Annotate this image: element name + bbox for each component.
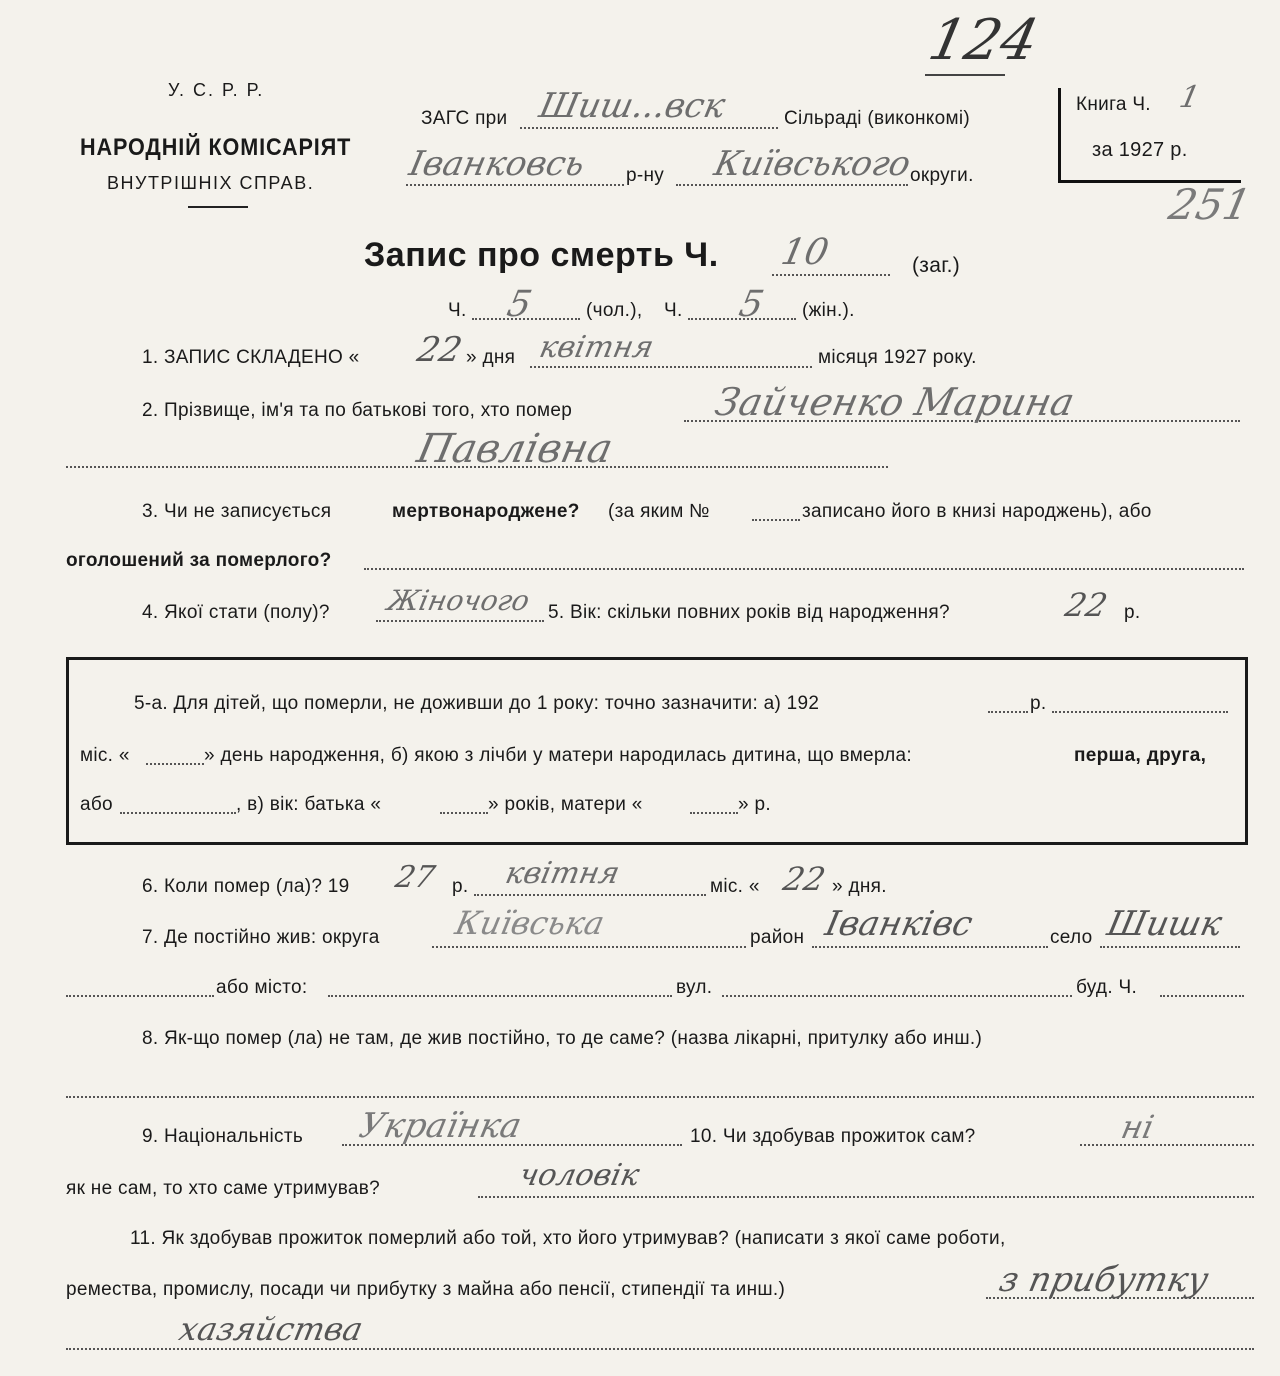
republic-label: У. С. Р. Р. (168, 80, 265, 100)
f8-label: 8. Як-що помер (ла) не там, де жив постійно, то де саме? (назва лікарні, притулку або инш.) (142, 1028, 983, 1049)
f3-mid: (за яким № (608, 501, 710, 522)
f5a-line2-a: міс. « (80, 745, 130, 766)
f5-label: 5. Вік: скільки повних років від народження? (548, 602, 950, 623)
f5a-line3-a: або (80, 794, 113, 815)
f2-line1-value: Зайченко Марина (711, 380, 1079, 424)
f11-value2: хазяйства (175, 1310, 367, 1348)
f3-line2 (364, 568, 1244, 570)
f6-year: 27 (392, 860, 438, 895)
f5a-line3-c: » років, матери « (488, 794, 643, 815)
f1-month: квітня (536, 330, 657, 365)
f6-mis: міс. « (710, 876, 760, 897)
council-label: Сільраді (виконкомі) (784, 108, 970, 129)
okrug-line (676, 184, 908, 186)
f6-month-line (474, 894, 706, 896)
f2-label: 2. Прізвище, ім'я та по батькові того, хто помер (142, 400, 573, 421)
f6-tail: » дня. (832, 876, 887, 897)
record-suffix: (заг.) (912, 254, 961, 277)
f10-line2 (478, 1196, 1254, 1198)
f3-number-line (752, 519, 800, 521)
f7-misto-label: або місто: (216, 977, 308, 998)
f5a-father-line (440, 812, 488, 814)
header-rule (188, 206, 248, 208)
f7-rayon: Іванківс (821, 904, 977, 944)
book-label: Книга Ч. (1076, 94, 1151, 115)
f4-value: Жіночого (384, 584, 533, 617)
sheet-number-underline (925, 74, 1005, 76)
f11-label: 11. Як здобував прожиток померлий або той, хто його утримував? (написати з якої саме роботи, (130, 1228, 1006, 1249)
f5-age: 22 (1061, 586, 1111, 624)
f7-okrug: Київська (451, 904, 608, 942)
f5a-line1-tail (1052, 711, 1228, 713)
zags-label: ЗАГС при (421, 108, 508, 129)
f7-line2-start (66, 995, 214, 997)
f7-bud-label: буд. Ч. (1076, 977, 1138, 998)
f7-misto-line (328, 995, 672, 997)
okrug-label: округи. (910, 165, 974, 186)
f1-day: 22 (413, 330, 466, 370)
book-value: 1 (1176, 80, 1203, 115)
f11-value: з прибутку (995, 1260, 1212, 1300)
f3-tail: записано його в книзі народжень), або (802, 501, 1152, 522)
f5a-line3-d: » р. (738, 794, 771, 815)
f7-okrug-line (432, 946, 746, 948)
f9-value: Українка (355, 1106, 526, 1146)
f7-vul-line (722, 995, 1072, 997)
zags-line (520, 127, 778, 129)
f5a-line1-r: р. (1030, 693, 1047, 714)
zags-value: Шиш...вск (535, 86, 729, 126)
department-label: ВНУТРІШНІХ СПРАВ. (107, 173, 315, 193)
f7-label: 7. Де постійно жив: округа (142, 927, 380, 948)
f7-selo: Шишк (1103, 904, 1226, 944)
commissariat-label: НАРОДНІЙ КОМІСАРІЯТ (80, 134, 352, 161)
f10-line2-label: як не сам, то хто саме утримував? (66, 1178, 381, 1199)
record-number: 10 (777, 232, 833, 273)
f5a-line1: 5-а. Для дітей, що померли, не доживши до 1 року: точно зазначити: а) 192 (134, 693, 820, 714)
district-line (406, 184, 624, 186)
f3-stillborn: мертвонароджене? (392, 501, 580, 522)
f4-line (376, 620, 544, 622)
male-label: (чол.), (586, 300, 643, 321)
f5a-mother-line (690, 812, 738, 814)
f5a-month-line (146, 763, 204, 765)
f4-label: 4. Якої стати (полу)? (142, 602, 330, 623)
f5a-line3-b: , в) вік: батька « (236, 794, 382, 815)
f1-month-line (530, 366, 812, 368)
okrug-value: Київського (710, 144, 915, 184)
f10-value: ні (1117, 1108, 1158, 1146)
district-value: Іванковсь (405, 144, 589, 184)
male-count: 5 (503, 284, 536, 325)
record-number-line (772, 274, 890, 276)
book-year: за 1927 р. (1092, 139, 1188, 161)
f5a-order: перша, друга, (1074, 745, 1207, 766)
f7-selo-line (1100, 946, 1240, 948)
f7-vul-label: вул. (676, 977, 713, 998)
f10-label: 10. Чи здобував прожиток сам? (690, 1126, 976, 1147)
f5a-year-line (988, 711, 1028, 713)
f11-line3 (66, 1348, 1254, 1350)
pencil-mark: 251 (1164, 180, 1256, 229)
f5-unit: р. (1124, 602, 1141, 623)
female-prefix: Ч. (664, 300, 683, 321)
f5a-other-line (120, 812, 236, 814)
f1-tail: місяця 1927 року. (818, 347, 977, 368)
female-label: (жін.). (802, 300, 855, 321)
f1-mid: » дня (466, 347, 516, 368)
f2-line2-value: Павлівна (413, 426, 617, 472)
f6-month: квітня (502, 856, 623, 891)
f1-label: 1. ЗАПИС СКЛАДЕНО « (142, 347, 360, 368)
f6-r: р. (452, 876, 469, 897)
f7-bud-line (1160, 995, 1244, 997)
f11-line2: ремества, промислу, посади чи прибутку з майна або пенсії, стипендії та инш.) (66, 1279, 786, 1300)
f8-line (66, 1096, 1254, 1098)
f6-day: 22 (779, 860, 829, 898)
sheet-number: 124 (923, 8, 1044, 73)
male-prefix: Ч. (448, 300, 467, 321)
f7-rayon-label: район (750, 927, 805, 948)
district-label: р-ну (626, 165, 665, 186)
f10-line2-value: чоловік (516, 1158, 643, 1193)
f7-selo-label: село (1050, 927, 1093, 948)
f10-line (1080, 1144, 1254, 1146)
f9-label: 9. Національність (142, 1126, 304, 1147)
f5a-line2-b: » день народження, б) якою з лічби у матери народилась дитина, що вмерла: (204, 745, 912, 766)
f3-label: 3. Чи не записується (142, 501, 332, 522)
f3-declared-dead: оголошений за померлого? (66, 550, 332, 571)
f7-rayon-line (812, 946, 1048, 948)
f6-label: 6. Коли помер (ла)? 19 (142, 876, 350, 897)
record-title: Запис про смерть Ч. (364, 236, 719, 274)
female-count: 5 (735, 284, 768, 325)
